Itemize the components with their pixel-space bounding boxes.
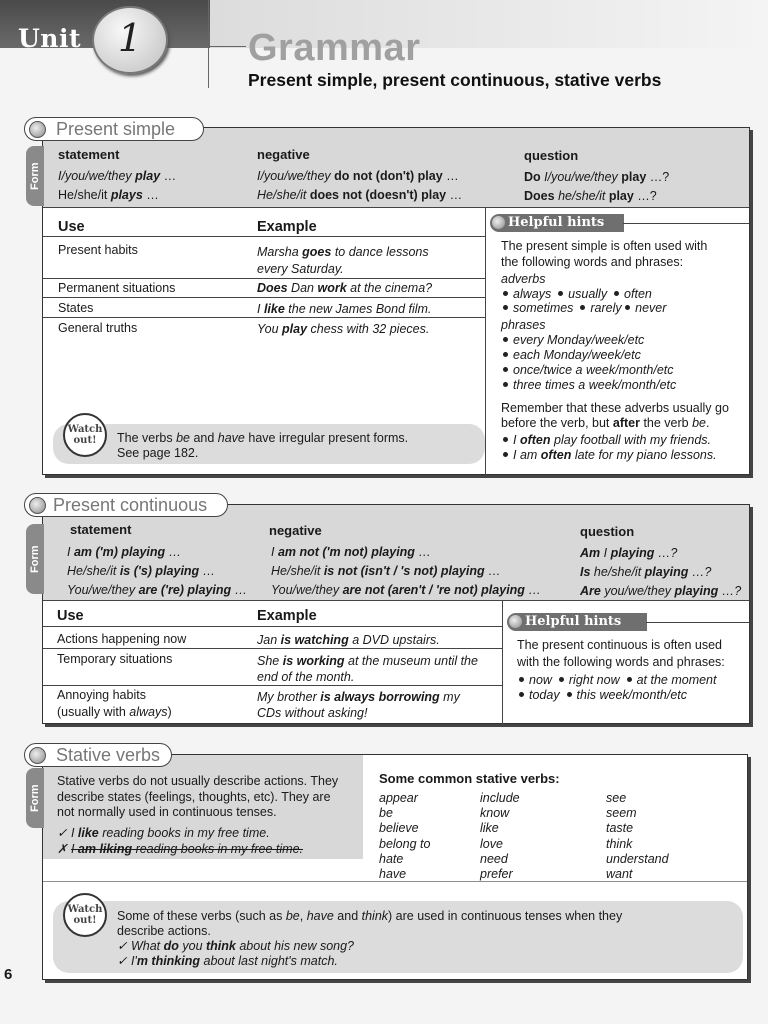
hint-adverbs: always usually often bbox=[503, 286, 652, 302]
hint-phrases: now right now at the moment bbox=[519, 672, 716, 688]
hint-text: with the following words and phrases: bbox=[517, 655, 725, 669]
use-cell: States bbox=[58, 301, 94, 315]
present-simple-box bbox=[42, 127, 750, 475]
question-line: Are you/we/they playing …? bbox=[580, 584, 742, 598]
watch-out-icon: Watch out! bbox=[63, 413, 107, 457]
use-cell: Present habits bbox=[58, 243, 138, 257]
hint-label: adverbs bbox=[501, 272, 546, 286]
column-divider bbox=[502, 600, 503, 724]
bullet-icon bbox=[29, 747, 46, 764]
negative-line: I/you/we/they do not (don't) play … bbox=[257, 169, 459, 183]
stative-list-title: Some common stative verbs: bbox=[379, 771, 560, 786]
column-divider bbox=[485, 207, 486, 475]
hint-text: before the verb, but after the verb be. bbox=[501, 416, 710, 430]
bullet-icon bbox=[492, 216, 505, 229]
hint-text: Remember that these adverbs usually go bbox=[501, 401, 729, 415]
hint-text: The present simple is often used with bbox=[501, 239, 708, 253]
hint-phrase: every Monday/week/etc bbox=[503, 332, 644, 348]
form-tab: Form bbox=[26, 768, 44, 828]
negative-line: You/we/they are not (aren't / 're not) playing … bbox=[271, 583, 541, 597]
section-heading-stative-verbs: Stative verbs bbox=[24, 743, 172, 767]
watch-out-text: describe actions. bbox=[117, 924, 211, 938]
helpful-hints-tag: Helpful hints bbox=[490, 214, 624, 232]
use-cell: Permanent situations bbox=[58, 281, 176, 295]
example-cell: Jan is watching a DVD upstairs. bbox=[257, 633, 440, 647]
hint-phrase: once/twice a week/month/etc bbox=[503, 362, 674, 378]
incorrect-example: ✗ I am liking reading books in my free time. bbox=[57, 842, 304, 856]
example-cell: Marsha goes to dance lessons bbox=[257, 245, 429, 259]
statement-line: He/she/it plays … bbox=[58, 188, 159, 202]
header-tick bbox=[208, 46, 246, 47]
watch-out-text: The verbs be and have have irregular present forms. bbox=[117, 431, 409, 445]
col-statement: statement bbox=[58, 147, 120, 162]
use-header: Use bbox=[57, 608, 84, 624]
helpful-hints-tag: Helpful hints bbox=[507, 613, 647, 631]
unit-number-badge bbox=[92, 6, 168, 74]
example-cell: end of the month. bbox=[257, 670, 355, 684]
col-question: question bbox=[580, 524, 635, 539]
page-title: Grammar bbox=[248, 27, 421, 69]
page-number: 6 bbox=[4, 966, 13, 983]
correct-example: ✓ I like reading books in my free time. bbox=[57, 826, 270, 840]
watch-out-example: ✓ I'm thinking about last night's match. bbox=[117, 954, 338, 968]
use-cell: Temporary situations bbox=[57, 652, 173, 666]
use-cell: Actions happening now bbox=[57, 632, 187, 646]
use-cell: General truths bbox=[58, 321, 138, 335]
stative-verb-column: include know like love need prefer bbox=[480, 791, 520, 882]
form-tab: Form bbox=[26, 524, 44, 594]
header-divider bbox=[208, 0, 209, 88]
col-negative: negative bbox=[257, 147, 310, 162]
statement-line: You/we/they are ('re) playing … bbox=[67, 583, 248, 597]
example-header: Example bbox=[257, 219, 317, 235]
bullet-icon bbox=[29, 497, 46, 514]
stative-description: not normally used in continuous tenses. bbox=[57, 805, 277, 819]
watch-out-example: ✓ What do you think about his new song? bbox=[117, 939, 354, 953]
col-negative: negative bbox=[269, 523, 322, 538]
col-statement: statement bbox=[70, 522, 132, 537]
col-question: question bbox=[524, 148, 579, 163]
stative-description: describe states (feelings, thoughts, etc). They are bbox=[57, 790, 331, 804]
statement-line: I/you/we/they play … bbox=[58, 169, 177, 183]
question-line: Do I/you/we/they play …? bbox=[524, 170, 670, 184]
statement-line: I am ('m) playing … bbox=[67, 545, 182, 559]
unit-label: Unit bbox=[18, 24, 82, 53]
hint-phrase: three times a week/month/etc bbox=[503, 377, 676, 393]
section-heading-present-simple: Present simple bbox=[24, 117, 204, 141]
hint-phrase: each Monday/week/etc bbox=[503, 347, 641, 363]
hint-label: phrases bbox=[501, 318, 546, 332]
section-heading-present-continuous: Present continuous bbox=[24, 493, 228, 517]
example-cell: I like the new James Bond film. bbox=[257, 302, 432, 316]
question-line: Am I playing …? bbox=[580, 546, 678, 560]
question-line: Is he/she/it playing …? bbox=[580, 565, 712, 579]
watch-out-text: Some of these verbs (such as be, have and think) are used in continuous tenses when they bbox=[117, 909, 623, 923]
example-cell: every Saturday. bbox=[257, 262, 344, 276]
stative-verb-column: appear be believe belong to hate have bbox=[379, 791, 431, 882]
example-cell: CDs without asking! bbox=[257, 706, 368, 720]
stative-verbs-box bbox=[42, 754, 748, 980]
example-header: Example bbox=[257, 608, 317, 624]
example-cell: She is working at the museum until the bbox=[257, 654, 478, 668]
watch-out-icon: Watch out! bbox=[63, 893, 107, 937]
example-cell: Does Dan work at the cinema? bbox=[257, 281, 433, 295]
negative-line: He/she/it does not (doesn't) play … bbox=[257, 188, 463, 202]
unit-number: 1 bbox=[117, 16, 143, 60]
negative-line: He/she/it is not (isn't / 's not) playing … bbox=[271, 564, 501, 578]
bullet-icon bbox=[29, 121, 46, 138]
hint-text: the following words and phrases: bbox=[501, 255, 684, 269]
question-line: Does he/she/it play …? bbox=[524, 189, 657, 203]
use-cell: Annoying habits bbox=[57, 688, 146, 702]
hint-phrases: today this week/month/etc bbox=[519, 687, 687, 703]
use-cell: (usually with always) bbox=[57, 705, 172, 719]
page-subtitle: Present simple, present continuous, stative verbs bbox=[248, 70, 662, 90]
statement-line: He/she/it is ('s) playing … bbox=[67, 564, 216, 578]
present-continuous-box bbox=[42, 504, 750, 724]
bullet-icon bbox=[509, 615, 522, 628]
stative-verb-column: see seem taste think understand want bbox=[606, 791, 669, 882]
use-header: Use bbox=[58, 219, 85, 235]
hint-example: I am often late for my piano lessons. bbox=[503, 447, 717, 463]
example-cell: You play chess with 32 pieces. bbox=[257, 322, 430, 336]
hint-text: The present continuous is often used bbox=[517, 638, 722, 652]
negative-line: I am not ('m not) playing … bbox=[271, 545, 431, 559]
stative-description: Stative verbs do not usually describe actions. They bbox=[57, 774, 339, 788]
example-cell: My brother is always borrowing my bbox=[257, 690, 460, 704]
hint-example: I often play football with my friends. bbox=[503, 432, 711, 448]
form-tab: Form bbox=[26, 146, 44, 206]
hint-adverbs: sometimes rarely never bbox=[503, 300, 666, 316]
watch-out-text: See page 182. bbox=[117, 446, 199, 460]
